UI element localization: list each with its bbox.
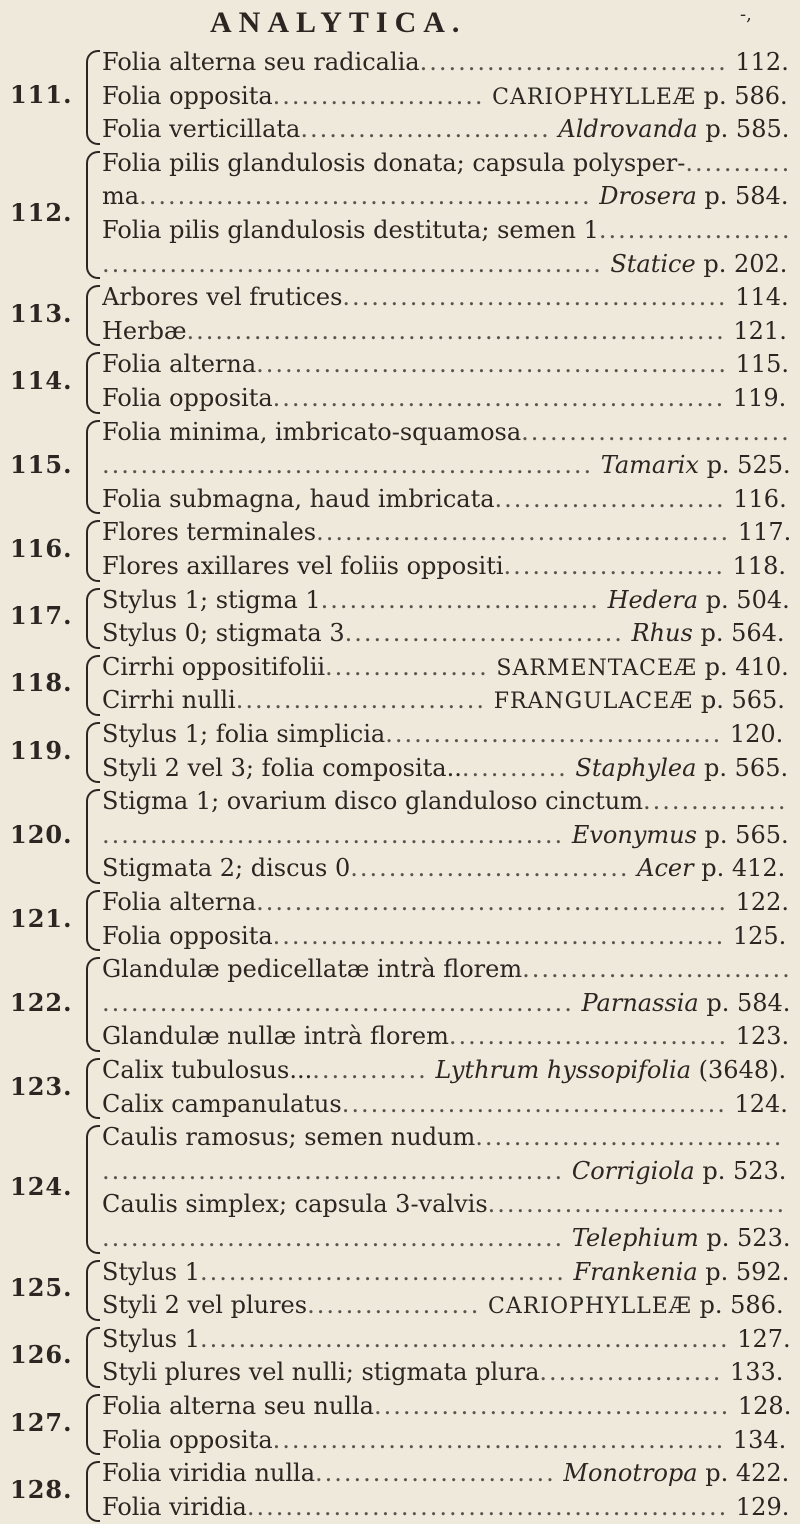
leader-dots: ........................................... bbox=[316, 518, 731, 547]
line-text: Glandulæ pedicellatæ intrà florem bbox=[102, 955, 523, 984]
entry-number: 126. bbox=[10, 1340, 73, 1370]
key-entry bbox=[0, 281, 800, 348]
entry-number: 122. bbox=[10, 987, 73, 1017]
genus-name: Parnassia bbox=[581, 988, 699, 1017]
reference: p. 584. bbox=[704, 182, 789, 211]
line-text: Stylus 0; stigmata 3 bbox=[102, 619, 345, 648]
leader-dots: ....................... bbox=[503, 551, 725, 580]
key-line bbox=[102, 180, 792, 213]
line-text: Styli 2 vel plures bbox=[102, 1291, 308, 1320]
leader-dots: ....................................................... bbox=[200, 1324, 730, 1353]
entry-number: 116. bbox=[10, 533, 73, 563]
line-text: Caulis ramosus; semen nudum bbox=[102, 1123, 476, 1152]
line-text: Folia pilis glandulosis donata; capsula polysper- bbox=[102, 148, 686, 177]
line-text: Styli plures vel nulli; stigmata plura bbox=[102, 1358, 540, 1387]
entry-number: 125. bbox=[10, 1273, 73, 1303]
key-entry bbox=[0, 516, 800, 583]
brace bbox=[86, 1394, 100, 1455]
brace bbox=[86, 1125, 100, 1253]
entry-number: 128. bbox=[10, 1474, 73, 1504]
entry-number: 123. bbox=[10, 1071, 73, 1101]
key-line bbox=[102, 819, 792, 852]
brace bbox=[86, 890, 100, 951]
genus-name: Acer bbox=[637, 854, 694, 883]
brace bbox=[86, 1058, 100, 1119]
line-text: Stylus 1 bbox=[102, 1324, 200, 1353]
reference: (3648). bbox=[698, 1056, 787, 1084]
key-entry bbox=[0, 1256, 800, 1323]
reference: p. 523. bbox=[702, 1156, 787, 1185]
line-text: Folia minima, imbricato-squamosa bbox=[102, 417, 522, 446]
key-entry bbox=[0, 416, 800, 517]
key-line bbox=[102, 1188, 792, 1221]
reference: 117. bbox=[737, 518, 792, 547]
entry-number: 119. bbox=[10, 735, 73, 765]
line-text: Folia opposita bbox=[102, 383, 273, 412]
reference: 120. bbox=[729, 720, 784, 748]
leader-dots: ................................................. bbox=[102, 988, 574, 1017]
leader-dots: .................................................... bbox=[102, 249, 603, 278]
reference: 114. bbox=[735, 283, 789, 312]
reference: 134. bbox=[732, 1425, 787, 1454]
line-text: Folia alterna seu radicalia bbox=[102, 48, 420, 76]
line-text: Calix tubulosus... bbox=[102, 1056, 313, 1084]
leader-dots: ................................ bbox=[419, 48, 728, 76]
key-line bbox=[102, 1356, 792, 1389]
brace bbox=[86, 588, 100, 649]
line-text: Caulis simplex; capsula 3-valvis bbox=[102, 1190, 488, 1219]
key-entry bbox=[0, 584, 800, 651]
leader-dots: .................. bbox=[307, 1291, 481, 1320]
leader-dots: ............ bbox=[312, 1056, 428, 1084]
leader-dots: ................................................... bbox=[102, 451, 594, 480]
leader-dots: ................. bbox=[325, 652, 489, 681]
reference: p. 585. bbox=[705, 115, 790, 144]
key-line bbox=[102, 1491, 792, 1524]
key-entry bbox=[0, 953, 800, 1054]
key-line bbox=[102, 1054, 792, 1087]
leader-dots: ............................... bbox=[487, 1190, 787, 1219]
leader-dots: .................... bbox=[598, 215, 792, 244]
leader-dots: ...................................... bbox=[200, 1257, 566, 1286]
reference: 125. bbox=[732, 921, 787, 950]
key-entry bbox=[0, 348, 800, 415]
reference: 129. bbox=[735, 1492, 790, 1521]
entry-number: 124. bbox=[10, 1172, 73, 1202]
brace bbox=[86, 285, 100, 346]
reference: p. 523. bbox=[706, 1223, 791, 1252]
leader-dots: ............................. bbox=[320, 585, 600, 614]
family-name: FRANGULACEÆ bbox=[493, 689, 694, 715]
brace bbox=[86, 722, 100, 783]
leader-dots: ............................. bbox=[344, 619, 624, 648]
genus-name: Statice bbox=[610, 249, 696, 278]
genus-name: Drosera bbox=[599, 182, 697, 211]
key-line bbox=[102, 382, 792, 415]
key-line bbox=[102, 248, 792, 281]
leader-dots: ................................... bbox=[385, 720, 723, 748]
key-line bbox=[102, 214, 792, 247]
leader-dots: ............................ bbox=[522, 955, 792, 984]
reference: p. 586. bbox=[703, 81, 788, 110]
leader-dots: ................................ bbox=[475, 1123, 784, 1152]
brace bbox=[86, 420, 100, 515]
reference: p. 202. bbox=[703, 249, 788, 278]
entry-number: 112. bbox=[10, 197, 73, 227]
line-text: Cirrhi nulli bbox=[102, 686, 236, 715]
entry-number: 118. bbox=[10, 668, 73, 698]
leader-dots: ............................ bbox=[521, 417, 791, 446]
key-line bbox=[102, 1222, 792, 1255]
key-line bbox=[102, 113, 792, 146]
key-line bbox=[102, 315, 792, 348]
line-text: Stylus 1 bbox=[102, 1257, 200, 1286]
line-text: Flores axillares vel foliis oppositi bbox=[102, 551, 504, 580]
line-text: Folia verticillata bbox=[102, 115, 301, 144]
leader-dots: ................................................ bbox=[102, 1156, 565, 1185]
leader-dots: ........................................ bbox=[342, 283, 728, 312]
key-line bbox=[102, 1457, 792, 1490]
reference: 128. bbox=[737, 1392, 792, 1420]
reference: p. 504. bbox=[705, 585, 790, 614]
brace bbox=[86, 957, 100, 1052]
line-text: Cirrhi oppositifolii bbox=[102, 652, 326, 681]
genus-name: Lythrum hyssopifolia bbox=[435, 1056, 692, 1084]
key-entry bbox=[0, 651, 800, 718]
key-entry bbox=[0, 718, 800, 785]
leader-dots: ........................ bbox=[494, 484, 726, 513]
key-line bbox=[102, 1256, 792, 1289]
key-entry bbox=[0, 886, 800, 953]
key-line bbox=[102, 46, 792, 79]
leader-dots: ............................. bbox=[350, 854, 630, 883]
family-name: SARMENTACEÆ bbox=[496, 655, 698, 681]
reference: 116. bbox=[733, 484, 787, 513]
leader-dots: ......................... bbox=[315, 1459, 556, 1488]
reference: p. 565. bbox=[704, 820, 789, 849]
key-entry bbox=[0, 785, 800, 886]
entry-number: 114. bbox=[10, 365, 73, 395]
reference: p. 525. bbox=[706, 451, 791, 480]
key-line bbox=[102, 1289, 792, 1322]
brace bbox=[86, 1260, 100, 1321]
brace bbox=[86, 789, 100, 884]
leader-dots: ................................................. bbox=[256, 888, 728, 916]
reference: p. 565. bbox=[700, 686, 785, 715]
genus-name: Evonymus bbox=[571, 820, 697, 849]
key-line bbox=[102, 584, 792, 617]
genus-name: Telephium bbox=[571, 1223, 699, 1252]
genus-name: Tamarix bbox=[600, 451, 699, 480]
line-text: Stylus 1; folia simplicia bbox=[102, 720, 386, 748]
reference: p. 412. bbox=[701, 854, 786, 883]
line-text: Folia viridia nulla bbox=[102, 1459, 316, 1488]
family-name: CARIOPHYLLEÆ bbox=[492, 84, 696, 110]
genus-name: Staphylea bbox=[575, 753, 697, 782]
genus-name: Aldrovanda bbox=[558, 115, 698, 144]
reference: 121. bbox=[733, 316, 787, 345]
key-line bbox=[102, 852, 792, 885]
key-entry bbox=[0, 1457, 800, 1524]
brace bbox=[86, 1461, 100, 1522]
leader-dots: ............................................... bbox=[272, 383, 726, 412]
line-text: Folia opposita bbox=[102, 1425, 273, 1454]
reference: 122. bbox=[735, 888, 790, 916]
leader-dots: ................... bbox=[539, 1358, 723, 1387]
key-line bbox=[102, 1088, 792, 1121]
key-entry bbox=[0, 1390, 800, 1457]
line-text: ma bbox=[102, 182, 140, 211]
reference: 123. bbox=[735, 1022, 790, 1051]
line-text: Folia opposita bbox=[102, 921, 273, 950]
genus-name: Frankenia bbox=[573, 1257, 698, 1286]
leader-dots: ............................. bbox=[448, 1022, 729, 1051]
entry-number: 117. bbox=[10, 601, 73, 631]
entry-number: 115. bbox=[10, 449, 73, 479]
reference: p. 586. bbox=[699, 1291, 784, 1320]
line-text: Stylus 1; stigma 1 bbox=[102, 585, 321, 614]
leader-dots: .......................... bbox=[300, 115, 551, 144]
line-text: Styli 2 vel 3; folia composita.. bbox=[102, 753, 462, 782]
leader-dots: .................................................. bbox=[246, 1492, 729, 1521]
reference: p. 584. bbox=[706, 988, 791, 1017]
key-line bbox=[102, 953, 792, 986]
key-line bbox=[102, 1155, 792, 1188]
reference: 115. bbox=[735, 350, 790, 379]
brace bbox=[86, 352, 100, 413]
leader-dots: ................................................ bbox=[102, 1223, 565, 1252]
key-entry bbox=[0, 1121, 800, 1255]
leader-dots: ................................................ bbox=[102, 820, 565, 849]
reference: 133. bbox=[729, 1358, 784, 1387]
key-line bbox=[102, 987, 792, 1020]
key-line bbox=[102, 1121, 792, 1154]
leader-dots: ............................................... bbox=[139, 182, 592, 211]
line-text: Folia pilis glandulosis destituta; semen 1 bbox=[102, 215, 599, 244]
leader-dots: ............................................... bbox=[272, 1425, 726, 1454]
genus-name: Hedera bbox=[607, 585, 699, 614]
leader-dots: ...................... bbox=[272, 81, 485, 110]
key-line bbox=[102, 1323, 792, 1356]
key-line bbox=[102, 920, 792, 953]
key-line bbox=[102, 1424, 792, 1457]
brace bbox=[86, 151, 100, 279]
key-line bbox=[102, 80, 792, 113]
brace bbox=[86, 520, 100, 581]
reference: p. 592. bbox=[705, 1257, 790, 1286]
entry-number: 120. bbox=[10, 819, 73, 849]
key-line bbox=[102, 785, 792, 818]
line-text: Herbæ bbox=[102, 316, 187, 345]
genus-name: Rhus bbox=[631, 619, 693, 648]
line-text: Flores terminales bbox=[102, 518, 317, 547]
reference: 118. bbox=[732, 551, 787, 580]
line-text: Folia viridia bbox=[102, 1492, 247, 1521]
line-text: Stigma 1; ovarium disco glanduloso cinctum bbox=[102, 787, 644, 816]
leader-dots: .......................... bbox=[235, 686, 487, 715]
leader-dots: ........... bbox=[685, 148, 792, 177]
line-text: Folia alterna bbox=[102, 888, 257, 916]
key-line bbox=[102, 147, 792, 180]
brace bbox=[86, 50, 100, 145]
key-line bbox=[102, 416, 792, 449]
key-line bbox=[102, 550, 792, 583]
key-line bbox=[102, 483, 792, 516]
leader-dots: ........................................ bbox=[341, 1089, 727, 1118]
line-text: Folia alterna bbox=[102, 350, 257, 379]
key-entry bbox=[0, 1323, 800, 1390]
reference: 127. bbox=[737, 1324, 791, 1353]
entry-number: 113. bbox=[10, 298, 73, 328]
key-line bbox=[102, 281, 792, 314]
genus-name: Monotropa bbox=[563, 1459, 698, 1488]
line-text: Folia alterna seu nulla bbox=[102, 1392, 374, 1420]
entry-number: 121. bbox=[10, 903, 73, 933]
brace bbox=[86, 655, 100, 716]
reference: p. 564. bbox=[700, 619, 785, 648]
key-line bbox=[102, 718, 792, 751]
line-text: Glandulæ nullæ intrà florem bbox=[102, 1022, 449, 1051]
key-line bbox=[102, 684, 792, 717]
line-text: Calix campanulatus bbox=[102, 1089, 342, 1118]
reference: p. 422. bbox=[705, 1459, 790, 1488]
leader-dots: ..................................... bbox=[373, 1392, 731, 1420]
key-line bbox=[102, 449, 792, 482]
leader-dots: ............... bbox=[643, 787, 788, 816]
reference: 112. bbox=[735, 48, 789, 76]
reference: 124. bbox=[734, 1089, 788, 1118]
key-line bbox=[102, 1020, 792, 1053]
entry-number: 111. bbox=[10, 80, 73, 110]
brace bbox=[86, 1327, 100, 1388]
key-line bbox=[102, 617, 792, 650]
key-line bbox=[102, 886, 792, 919]
corner-mark: -, bbox=[740, 4, 752, 25]
line-text: Folia submagna, haud imbricata bbox=[102, 484, 495, 513]
reference: p. 565. bbox=[704, 753, 789, 782]
key-line bbox=[102, 516, 792, 549]
genus-name: Corrigiola bbox=[571, 1156, 695, 1185]
entry-number: 127. bbox=[10, 1407, 73, 1437]
key-entry bbox=[0, 46, 800, 147]
family-name: CARIOPHYLLEÆ bbox=[488, 1294, 692, 1320]
line-text: Folia opposita bbox=[102, 81, 273, 110]
page-header: ANALYTICA. bbox=[210, 6, 467, 39]
line-text: Arbores vel frutices bbox=[102, 283, 343, 312]
reference: 119. bbox=[732, 383, 787, 412]
key-line bbox=[102, 752, 792, 785]
key-entry bbox=[0, 1054, 800, 1121]
key-line bbox=[102, 1390, 792, 1423]
leader-dots: ........................................................ bbox=[186, 316, 726, 345]
leader-dots: ............................................... bbox=[272, 921, 726, 950]
leader-dots: ........... bbox=[461, 753, 568, 782]
leader-dots: ................................................. bbox=[256, 350, 728, 379]
line-text: Stigmata 2; discus 0 bbox=[102, 854, 351, 883]
key-line bbox=[102, 651, 792, 684]
reference: p. 410. bbox=[704, 652, 789, 681]
key-line bbox=[102, 348, 792, 381]
key-entry bbox=[0, 147, 800, 281]
